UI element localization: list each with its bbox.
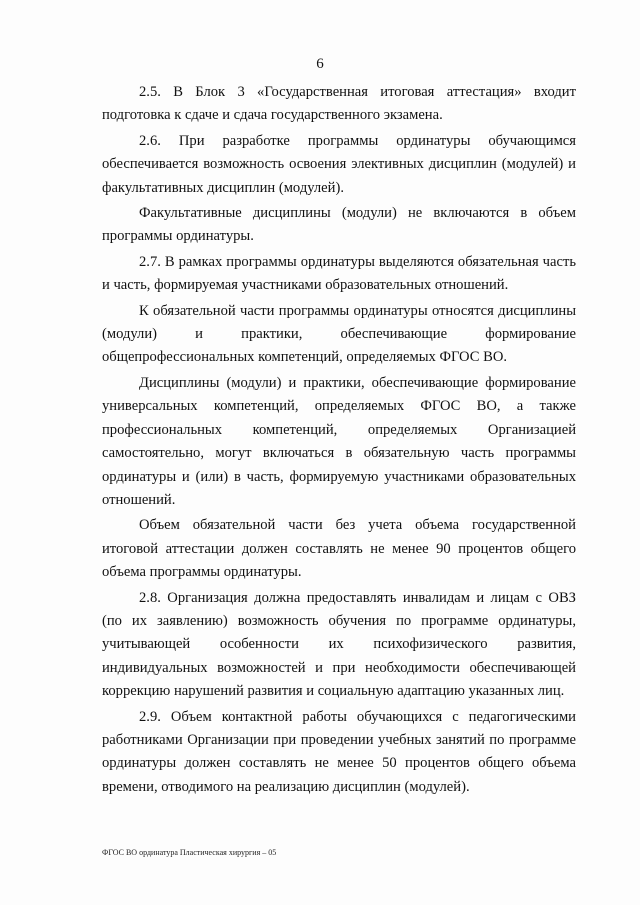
paragraph-2-6: 2.6. При разработке программы ординатуры обучающимся обеспечивается возможность освоения элективных дисциплин (модулей) и факультативных дисциплин (модулей).: [102, 132, 576, 196]
document-body: [102, 81, 576, 799]
page-number: 6: [316, 56, 324, 72]
paragraph-2-7: 2.7. В рамках программы ординатуры выделяются обязательная часть и часть, формируемая участниками образовательных отношений.: [102, 253, 576, 294]
paragraph-2-8: 2.8. Организация должна предоставлять инвалидам и лицам с ОВЗ (по их заявлению) возможность обучения по программе ординатуры, учитывающей особенности их психофизического развития, индивидуальных возможностей и при необходимости обеспечивающей коррекцию нарушений развития и социальную адаптацию указанных лиц.: [102, 589, 576, 700]
paragraph-optional-disciplines: Факультативные дисциплины (модули) не включаются в объем программы ординатуры.: [102, 205, 576, 245]
paragraph-competencies: Дисциплины (модули) и практики, обеспечивающие формирование универсальных компетенций, определяемых ФГОС ВО, а также профессиональных компетенций, определяемых Организацией самостоятельно, могут включаться в обязательную часть программы ординатуры и (или) в часть, формируемую участниками образовательных отношений.: [102, 374, 576, 508]
paragraph-mandatory-part: К обязательной части программы ординатуры относятся дисциплины (модули) и практики, обеспечивающие формирование общепрофессиональных компетенций, определяемых ФГОС ВО.: [102, 302, 576, 366]
document-footer: ФГОС ВО ординатура Пластическая хирургия – 05: [102, 848, 277, 857]
paragraph-mandatory-volume: Объем обязательной части без учета объема государственной итоговой аттестации должен составлять не менее 90 процентов общего объема программы ординатуры.: [102, 517, 576, 581]
paragraph-2-9: 2.9. Объем контактной работы обучающихся с педагогическими работниками Организации при проведении учебных занятий по программе ординатуры должен составлять не менее 50 процентов общего объема времени, отводимого на реализацию дисциплин (модулей).: [102, 708, 576, 795]
paragraph-2-5: 2.5. В Блок 3 «Государственная итоговая аттестация» входит подготовка к сдаче и сдача государственного экзамена.: [102, 84, 576, 124]
